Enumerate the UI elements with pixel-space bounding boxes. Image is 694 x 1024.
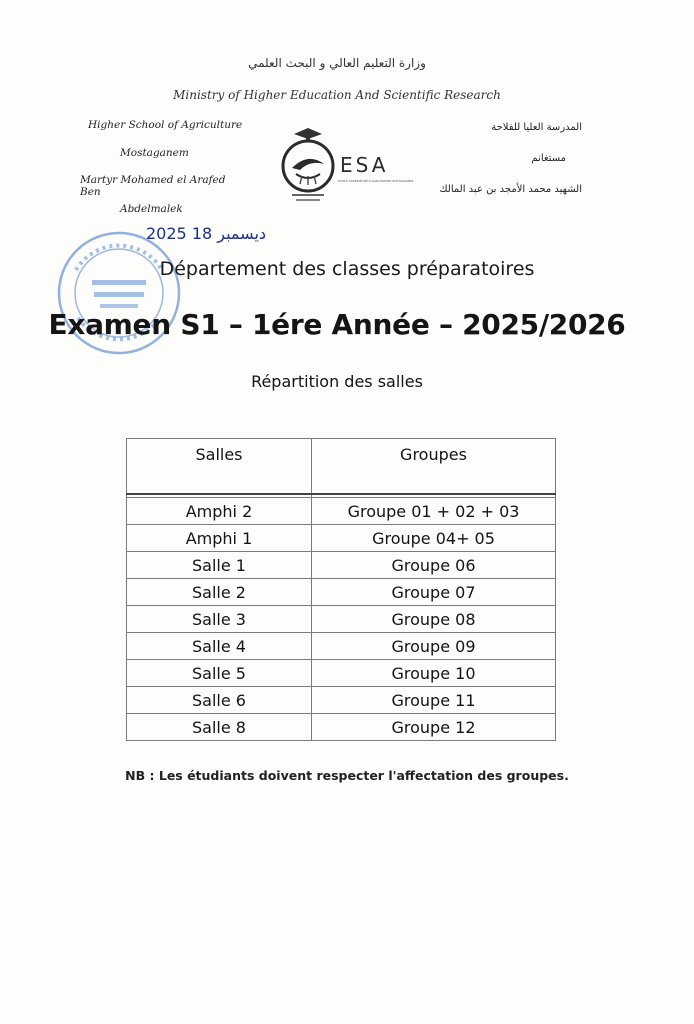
table-row [127,660,556,687]
cell-group: Groupe 10 [312,660,556,687]
cell-room: Salle 1 [127,552,312,579]
cell-group: Groupe 08 [312,606,556,633]
cell-group: Groupe 11 [312,687,556,714]
cell-room: Salle 3 [127,606,312,633]
table-header-row [127,439,556,495]
cell-group: Groupe 04+ 05 [312,525,556,552]
school-line-2: Mostaganem [120,146,189,159]
ministry-header: Ministry of Higher Education And Scientific Research [173,88,501,102]
cell-room: Amphi 2 [127,498,312,525]
subtitle: Répartition des salles [251,372,423,391]
table-row [127,498,556,525]
cell-group: Groupe 01 + 02 + 03 [312,498,556,525]
logo-text: ESA [340,153,389,177]
cell-room: Salle 5 [127,660,312,687]
table-row [127,579,556,606]
cell-room: Salle 2 [127,579,312,606]
school-logo [270,124,414,210]
table-row [127,633,556,660]
table-row [127,714,556,741]
school-line-ar-2: مستغانم [531,153,566,164]
school-line-3: Martyr Mohamed el Arafed Ben [80,174,226,198]
school-line-ar-3: الشهيد محمد الأمجد بن عبد المالك [439,184,582,195]
department-title: Département des classes préparatoires [159,258,535,280]
table-row [127,687,556,714]
table-row [127,606,556,633]
table-row [127,552,556,579]
stamp-date: 2025 ديسمبر 18 [146,224,267,243]
cell-group: Groupe 07 [312,579,556,606]
school-name-block-left [58,120,248,232]
room-assignment-table [126,438,556,741]
exam-title: Examen S1 – 1ére Année – 2025/2026 [48,308,626,341]
cell-group: Groupe 06 [312,552,556,579]
school-line-1: Higher School of Agriculture [88,119,243,131]
cell-room: Salle 6 [127,687,312,714]
cell-room: Salle 4 [127,633,312,660]
arabic-ministry-header: وزارة التعليم العالي و البحث العلمي [248,56,426,70]
table-row [127,525,556,552]
cell-group: Groupe 12 [312,714,556,741]
footnote: NB : Les étudiants doivent respecter l'affectation des groupes. [125,768,569,783]
school-name-block-right [432,122,582,215]
cell-group: Groupe 09 [312,633,556,660]
header-groupes: Groupes [312,439,556,495]
logo-caption: ECOLE SUPERIEURE D'AGRONOMIE MOSTAGANEM [338,179,414,183]
school-line-4: Abdelmalek [120,203,183,216]
school-line-ar-1: المدرسة العليا للفلاحة [491,122,582,133]
cell-room: Amphi 1 [127,525,312,552]
header-salles: Salles [127,439,312,495]
cell-room: Salle 8 [127,714,312,741]
